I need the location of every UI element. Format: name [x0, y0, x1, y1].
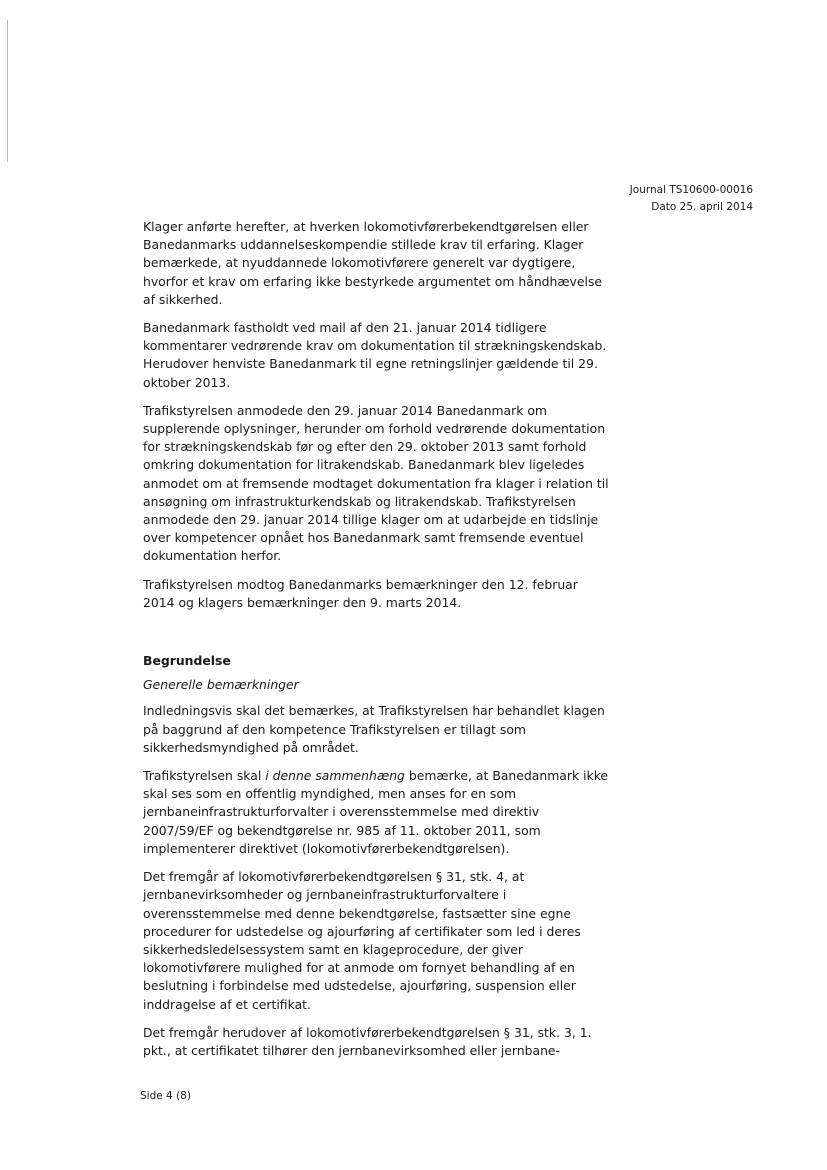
paragraph-text: bemærke, at Banedanmark ikke skal ses som en offentlig myndighed, men anses for en som jernbaneinfrastrukturforvalter i overensstemmelse med direktiv 2007/59/EF og bekendtgørelse nr. 985 af 11. oktober 2011, som implementerer direktivet (lokomotivførerbekendtgørelsen).	[143, 768, 609, 856]
paragraph	[143, 767, 613, 858]
journal-number: Journal TS10600-00016	[629, 184, 753, 196]
paragraph: Indledningsvis skal det bemærkes, at Trafikstyrelsen har behandlet klagen på baggrund af den kompetence Trafikstyrelsen er tillagt som sikkerhedsmyndighed på området.	[143, 703, 605, 755]
page-number: Side 4 (8)	[140, 1090, 191, 1102]
section-heading: Begrundelse	[143, 653, 231, 669]
paragraph: Det fremgår herudover af lokomotivførerbekendtgørelsen § 31, stk. 3, 1. pkt., at certifikatet tilhører den jernbanevirksomhed eller jernbane-	[143, 1024, 592, 1058]
paragraph: Det fremgår af lokomotivførerbekendtgørelsen § 31, stk. 4, at jernbanevirksomheder og jernbaneinfrastrukturforvaltere i overensstemmelse med denne bekendtgørelse, fastsætter sine egne procedurer for udstedelse og ajourføring af certifikater som led i deres sikkerhedsledelsessystem samt en klageprocedure, der giver lokomotivførere mulighed for at anmode om fornyet behandling af en beslutning i forbindelse med udstedelse, ajourføring, suspension eller inddragelse af et certifikat.	[143, 869, 581, 1012]
paragraph: Banedanmark fastholdt ved mail af den 21. januar 2014 tidligere kommentarer vedrørende krav om dokumentation til strækningskendskab. Herudover henviste Banedanmark til egne retningslinjer gældende til 29. oktober 2013.	[143, 320, 607, 390]
italic-phrase: i denne sammenhæng	[265, 768, 405, 784]
paragraph: Trafikstyrelsen anmodede den 29. januar 2014 Banedanmark om supplerende oplysninger, herunder om forhold vedrørende dokumentation for strækningskendskab før og efter den 29. oktober 2013 samt forhold omkring dokumentation for litrakendskab. Banedanmark blev ligeledes anmodet om at fremsende modtaget dokumentation fra klager i relation til ansøgning om infrastrukturkendskab og litrakendskab. Trafikstyrelsen anmodede den 29. januar 2014 tillige klager om at udarbejde en tidslinje over kompetencer opnået hos Banedanmark samt fremsende eventuel dokumentation herfor.	[143, 402, 609, 564]
document-meta	[630, 182, 753, 216]
paragraph-text: Trafikstyrelsen skal	[143, 768, 266, 784]
paragraph: Klager anførte herefter, at hverken lokomotivførerbekendtgørelsen eller Banedanmarks uddannelseskompendie stillede krav til erfaring. Klager bemærkede, at nyuddannede lokomotivførere generelt var dygtigere, hvorfor et krav om erfaring ikke bestyrkede argumentet om håndhævelse af sikkerhed.	[143, 219, 603, 307]
margin-line	[7, 20, 8, 162]
document-date: Dato 25. april 2014	[651, 201, 753, 213]
section-subheading: Generelle bemærkninger	[143, 677, 299, 693]
paragraph: Trafikstyrelsen modtog Banedanmarks bemærkninger den 12. februar 2014 og klagers bemærkninger den 9. marts 2014.	[143, 576, 578, 610]
document-body	[143, 218, 613, 1070]
